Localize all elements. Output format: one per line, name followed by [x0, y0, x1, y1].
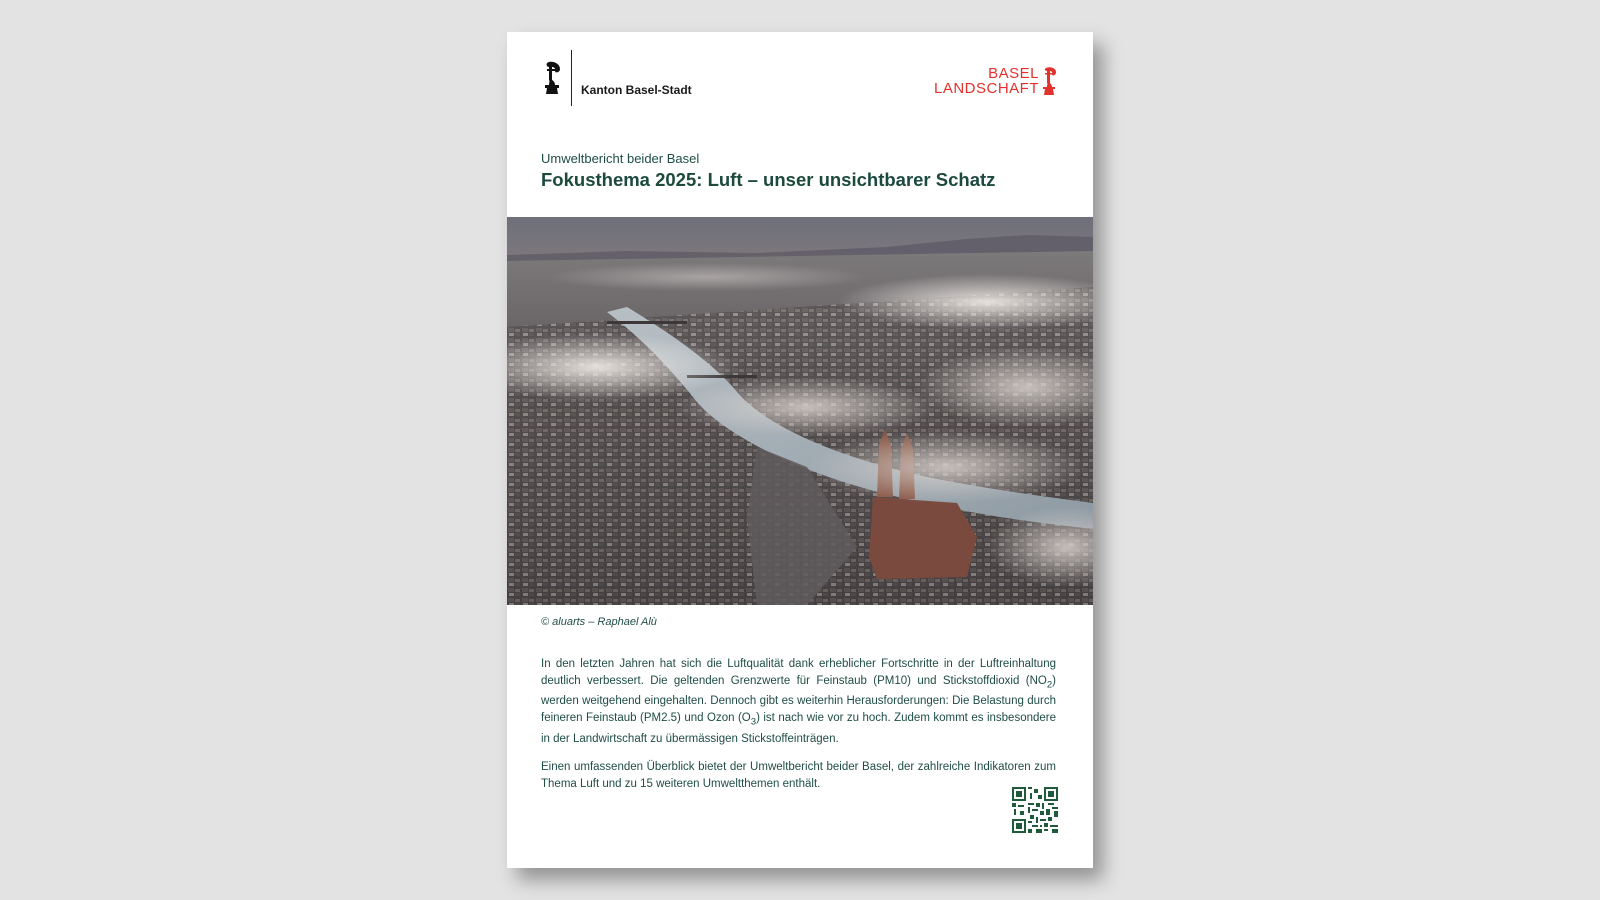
baselstab-icon	[541, 60, 563, 96]
logo-left-name: Kanton Basel-Stadt	[581, 83, 692, 97]
report-subtitle: Umweltbericht beider Basel	[541, 151, 700, 166]
body-p1-part-b: ) werden weitgehend eingehalten. Dennoch gibt es weiterhin Herausforderungen: Die Belastung durch feineren Feinstaub (PM2.5) und Ozon (O	[541, 675, 1056, 725]
photo-credit: © aluarts – Raphael Alù	[541, 616, 657, 628]
qr-code-icon[interactable]	[1012, 787, 1058, 833]
basel-aerial-photo	[507, 217, 1093, 605]
body-paragraph-1	[541, 656, 1056, 748]
logo-divider	[571, 50, 572, 106]
baselstab-red-icon	[1041, 66, 1057, 97]
logo-basel-landschaft	[934, 66, 1057, 97]
body-p1-subscript-2: 3	[750, 716, 757, 728]
logo-right-line1: BASEL	[988, 65, 1039, 82]
document-page	[507, 32, 1093, 868]
logo-kanton-basel-stadt	[541, 50, 692, 106]
body-p1-subscript-1: 2	[1046, 679, 1053, 691]
body-p1-part-c: ) ist nach wie vor zu hoch. Zudem kommt es insbesondere in der Landwirtschaft zu übermässigen Stickstoffeinträgen.	[541, 712, 1057, 745]
report-title: Fokusthema 2025: Luft – unser unsichtbarer Schatz	[541, 169, 996, 190]
logo-right-line2: LANDSCHAFT	[933, 80, 1039, 97]
body-paragraph-2: Einen umfassenden Überblick bietet der Umweltbericht beider Basel, der zahlreiche Indikatoren zum Thema Luft und zu 15 weiteren Umweltthemen enthält.	[541, 761, 1056, 790]
body-p1-part-a: In den letzten Jahren hat sich die Luftqualität dank erheblicher Fortschritte in der Luftreinhaltung deutlich verbessert. Die geltenden Grenzwerte für Feinstaub (PM10) und Stickstoffdioxid (NO	[541, 658, 1056, 687]
logo-right-text	[934, 66, 1039, 96]
